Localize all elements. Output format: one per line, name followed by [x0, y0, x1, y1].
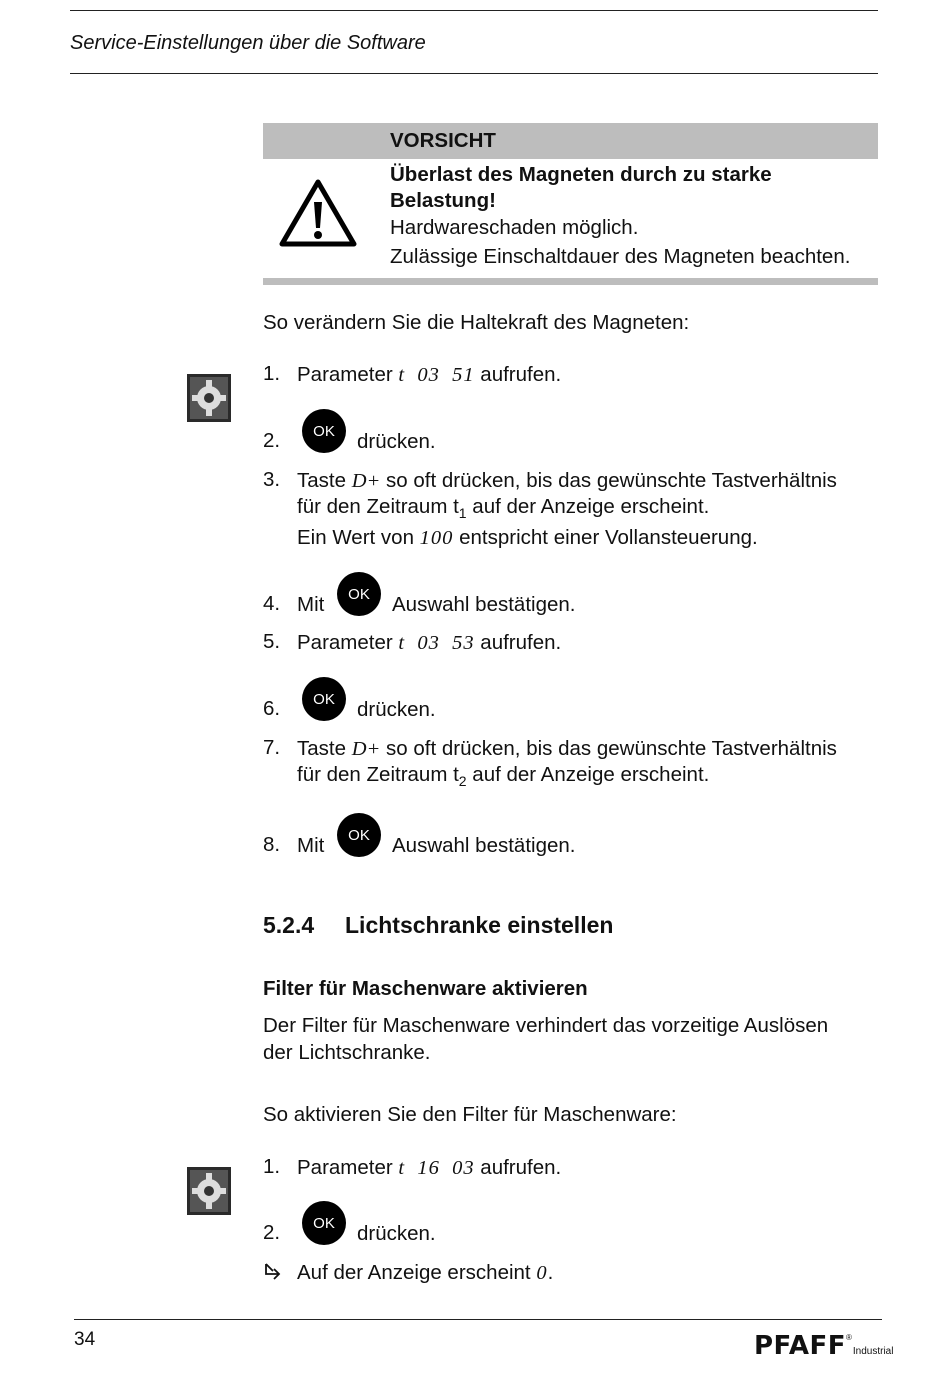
pfaff-logo	[754, 1331, 893, 1361]
key-d-plus: D+	[351, 738, 381, 760]
step1-3-line2-sub: 1	[458, 505, 467, 521]
step1-3-line2-pre: für den Zeitraum t	[297, 495, 459, 518]
step2-2-text: drücken.	[357, 1222, 436, 1245]
caution-heading-line2: Belastung!	[390, 189, 496, 212]
intro-text-2: So aktivieren Sie den Filter für Maschenware:	[263, 1103, 677, 1126]
step2-1-post: aufrufen.	[474, 1156, 562, 1179]
intro-text-1: So verändern Sie die Haltekraft des Magneten:	[263, 311, 690, 334]
step1-1-text	[297, 361, 561, 389]
step1-1-number: 1.	[263, 362, 281, 385]
step1-7-post: so oft drücken, bis das gewünschte Tastverhältnis	[380, 737, 837, 760]
step1-7-line2-pre: für den Zeitraum t	[297, 763, 459, 786]
step1-1-post: aufrufen.	[474, 363, 562, 386]
step1-4-post: Auswahl bestätigen.	[392, 593, 576, 616]
step1-3-pre: Taste	[297, 469, 352, 492]
section-title: Lichtschranke einstellen	[345, 912, 614, 938]
step2-1-param: t 16 03	[398, 1157, 475, 1179]
ok-button[interactable]: OK	[302, 1201, 346, 1245]
result-post: .	[547, 1261, 554, 1284]
step1-7-pre: Taste	[297, 737, 352, 760]
step1-6-text: drücken.	[357, 698, 436, 721]
ok-button[interactable]: OK	[302, 409, 346, 453]
step1-3-line3	[297, 524, 758, 552]
subsection-title: Filter für Maschenware aktivieren	[263, 977, 588, 1000]
step1-8-pre: Mit	[297, 834, 325, 857]
caution-header-bar	[263, 123, 878, 159]
step1-1-param: t 03 51	[398, 364, 475, 386]
caution-line1: Hardwareschaden möglich.	[390, 216, 639, 239]
step2-2-number: 2.	[263, 1221, 281, 1244]
caution-label: VORSICHT	[390, 129, 496, 152]
result-pre: Auf der Anzeige erscheint	[297, 1261, 537, 1284]
step1-5-param: t 03 53	[398, 632, 475, 654]
step1-3-line3-post: entspricht einer Vollansteuerung.	[453, 526, 758, 549]
step1-3-value: 100	[419, 527, 454, 549]
paragraph-line1: Der Filter für Maschenware verhindert das vorzeitige Auslösen	[263, 1014, 829, 1037]
step1-3-line2	[297, 493, 709, 527]
header-top-rule	[70, 10, 878, 11]
step1-3-number: 3.	[263, 468, 281, 491]
ok-button[interactable]: OK	[337, 813, 381, 857]
brand-sub: Industrial	[852, 1346, 894, 1357]
step1-5-number: 5.	[263, 630, 281, 653]
ok-button[interactable]: OK	[302, 677, 346, 721]
registered-mark: ®	[845, 1333, 852, 1342]
step1-3-line1	[297, 467, 837, 495]
step1-8-number: 8.	[263, 833, 281, 856]
brand-name: PFAFF	[754, 1331, 846, 1361]
header-title: Service-Einstellungen über die Software	[70, 32, 426, 54]
caution-line2: Zulässige Einschaltdauer des Magneten beachten.	[390, 245, 851, 268]
step1-2-number: 2.	[263, 429, 281, 452]
section-number: 5.2.4	[263, 912, 315, 938]
step1-7-number: 7.	[263, 736, 281, 759]
step2-1-text	[297, 1154, 561, 1182]
footer-rule	[74, 1319, 882, 1320]
key-d-plus: D+	[351, 470, 381, 492]
warning-triangle-icon	[279, 178, 357, 248]
result-value: 0	[536, 1262, 548, 1284]
step1-7-line1	[297, 735, 837, 763]
step1-7-line2	[297, 761, 709, 795]
result-arrow-icon	[263, 1262, 283, 1282]
result-text	[297, 1259, 553, 1287]
step1-3-line2-post: auf der Anzeige erscheint.	[466, 495, 710, 518]
header-bottom-rule	[70, 73, 878, 74]
caution-heading-line1: Überlast des Magneten durch zu starke	[390, 163, 772, 186]
step2-1-number: 1.	[263, 1155, 281, 1178]
page-number: 34	[74, 1329, 96, 1350]
gear-tool-icon	[187, 374, 231, 422]
step1-8-post: Auswahl bestätigen.	[392, 834, 576, 857]
step1-5-post: aufrufen.	[474, 631, 562, 654]
step1-4-pre: Mit	[297, 593, 325, 616]
step1-5-pre: Parameter	[297, 631, 399, 654]
step1-1-pre: Parameter	[297, 363, 399, 386]
step2-1-pre: Parameter	[297, 1156, 399, 1179]
step1-6-number: 6.	[263, 697, 281, 720]
ok-button[interactable]: OK	[337, 572, 381, 616]
step1-2-text: drücken.	[357, 430, 436, 453]
step1-7-line2-post: auf der Anzeige erscheint.	[466, 763, 710, 786]
step1-5-text	[297, 629, 561, 657]
gear-tool-icon	[187, 1167, 231, 1215]
step1-7-line2-sub: 2	[458, 773, 467, 789]
step1-3-post: so oft drücken, bis das gewünschte Tastverhältnis	[380, 469, 837, 492]
step1-4-number: 4.	[263, 592, 281, 615]
step1-3-line3-pre: Ein Wert von	[297, 526, 420, 549]
caution-bottom-bar	[263, 278, 878, 285]
paragraph-line2: der Lichtschranke.	[263, 1041, 431, 1064]
